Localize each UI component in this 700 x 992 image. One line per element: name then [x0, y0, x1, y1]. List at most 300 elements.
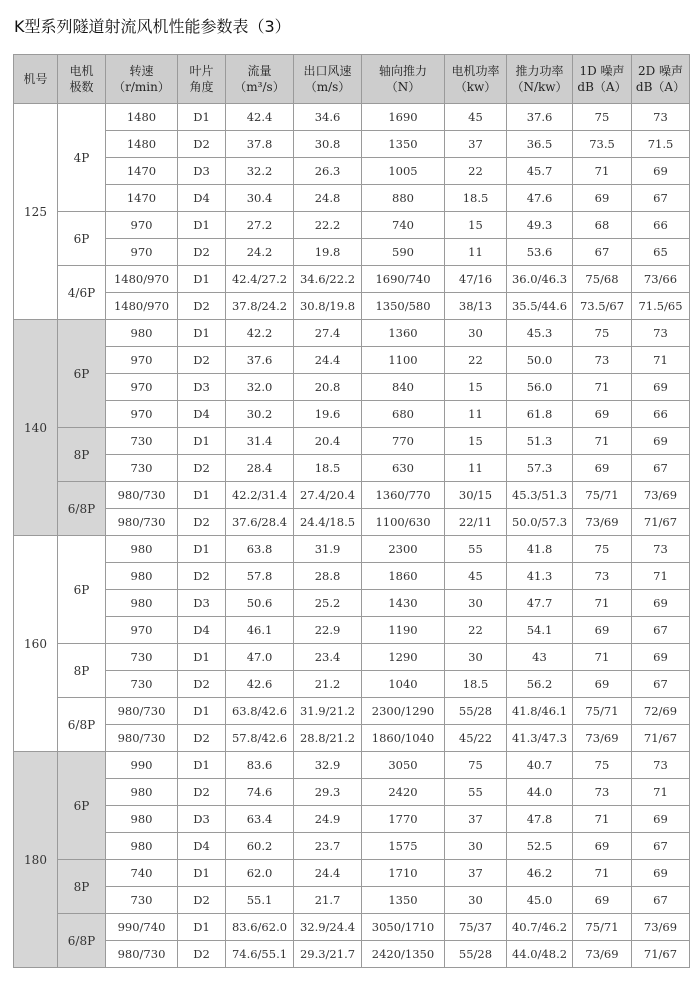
data-cell: 1040	[362, 671, 445, 698]
table-row	[14, 239, 690, 266]
data-cell: D3	[178, 806, 226, 833]
data-cell: 66	[632, 212, 690, 239]
column-header-line1: 机号	[23, 72, 48, 86]
motor-poles-cell: 6/8P	[58, 482, 106, 536]
data-cell: 73/69	[573, 509, 632, 536]
data-cell: 30	[445, 887, 507, 914]
data-cell: 71	[573, 590, 632, 617]
column-header-line1: 电机功率	[451, 64, 500, 78]
data-cell: D2	[178, 887, 226, 914]
data-cell: 980	[106, 590, 178, 617]
data-cell: 75	[573, 320, 632, 347]
data-cell: 30.4	[226, 185, 294, 212]
data-cell: 980	[106, 563, 178, 590]
data-cell: 31.9/21.2	[294, 698, 362, 725]
motor-poles-cell: 8P	[58, 644, 106, 698]
data-cell: 67	[632, 455, 690, 482]
data-cell: 71	[573, 158, 632, 185]
column-header-line2: （N）	[385, 80, 421, 94]
data-cell: 69	[573, 401, 632, 428]
data-cell: 1480/970	[106, 293, 178, 320]
data-cell: 42.2/31.4	[226, 482, 294, 509]
table-row	[14, 887, 690, 914]
data-cell: 69	[573, 671, 632, 698]
data-cell: D1	[178, 860, 226, 887]
table-row	[14, 482, 690, 509]
table-row	[14, 698, 690, 725]
data-cell: 67	[573, 239, 632, 266]
data-cell: 31.9	[294, 536, 362, 563]
data-cell: 29.3	[294, 779, 362, 806]
data-cell: 1480	[106, 104, 178, 131]
data-cell: 65	[632, 239, 690, 266]
data-cell: 75	[445, 752, 507, 779]
data-cell: 74.6	[226, 779, 294, 806]
table-row	[14, 644, 690, 671]
data-cell: 30/15	[445, 482, 507, 509]
data-cell: D4	[178, 401, 226, 428]
data-cell: 1860/1040	[362, 725, 445, 752]
data-cell: 42.4/27.2	[226, 266, 294, 293]
data-cell: D1	[178, 212, 226, 239]
data-cell: 24.4	[294, 347, 362, 374]
column-header-line2: 极数	[69, 80, 94, 94]
data-cell: 83.6/62.0	[226, 914, 294, 941]
table-row	[14, 833, 690, 860]
data-cell: 50.0/57.3	[507, 509, 573, 536]
data-cell: 37	[445, 860, 507, 887]
data-cell: 730	[106, 428, 178, 455]
data-cell: 71/67	[632, 725, 690, 752]
data-cell: 990	[106, 752, 178, 779]
data-cell: 45.0	[507, 887, 573, 914]
data-cell: 1480/970	[106, 266, 178, 293]
column-header-line2: dB（A）	[577, 80, 627, 94]
data-cell: 56.0	[507, 374, 573, 401]
machine-number-cell: 160	[14, 536, 58, 752]
table-row	[14, 212, 690, 239]
column-header	[445, 55, 507, 104]
data-cell: D1	[178, 482, 226, 509]
column-header	[226, 55, 294, 104]
data-cell: 45	[445, 104, 507, 131]
data-cell: 57.8/42.6	[226, 725, 294, 752]
data-cell: 19.8	[294, 239, 362, 266]
data-cell: D2	[178, 239, 226, 266]
table-row	[14, 563, 690, 590]
data-cell: D1	[178, 752, 226, 779]
data-cell: 32.9	[294, 752, 362, 779]
data-cell: 71/67	[632, 941, 690, 968]
data-cell: 44.0	[507, 779, 573, 806]
data-cell: 970	[106, 239, 178, 266]
table-row	[14, 806, 690, 833]
data-cell: 47.6	[507, 185, 573, 212]
data-cell: 970	[106, 212, 178, 239]
data-cell: 37.6/28.4	[226, 509, 294, 536]
data-cell: 69	[632, 374, 690, 401]
data-cell: 71	[573, 644, 632, 671]
machine-number-cell: 180	[14, 752, 58, 968]
table-row	[14, 158, 690, 185]
data-cell: 25.2	[294, 590, 362, 617]
data-cell: 73.5/67	[573, 293, 632, 320]
data-cell: 73/69	[573, 725, 632, 752]
data-cell: 57.8	[226, 563, 294, 590]
data-cell: 73	[573, 347, 632, 374]
data-cell: 37	[445, 131, 507, 158]
data-cell: 62.0	[226, 860, 294, 887]
data-cell: 69	[632, 590, 690, 617]
data-cell: D1	[178, 536, 226, 563]
table-row	[14, 374, 690, 401]
column-header	[294, 55, 362, 104]
data-cell: D3	[178, 590, 226, 617]
table-row	[14, 185, 690, 212]
data-cell: 74.6/55.1	[226, 941, 294, 968]
data-cell: 1290	[362, 644, 445, 671]
column-header	[573, 55, 632, 104]
data-cell: 71	[573, 860, 632, 887]
data-cell: 75	[573, 752, 632, 779]
data-cell: 980/730	[106, 509, 178, 536]
data-cell: 990/740	[106, 914, 178, 941]
data-cell: 45.3/51.3	[507, 482, 573, 509]
data-cell: 11	[445, 239, 507, 266]
data-cell: 37.8	[226, 131, 294, 158]
column-header	[14, 55, 58, 104]
column-header-line2: （kw）	[454, 80, 497, 94]
data-cell: D2	[178, 293, 226, 320]
data-cell: 1430	[362, 590, 445, 617]
motor-poles-cell: 6P	[58, 212, 106, 266]
data-cell: 2300	[362, 536, 445, 563]
data-cell: 22	[445, 617, 507, 644]
column-header-line1: 2D 噪声	[637, 64, 684, 78]
data-cell: 50.0	[507, 347, 573, 374]
data-cell: 980/730	[106, 725, 178, 752]
data-cell: 47.7	[507, 590, 573, 617]
motor-poles-cell: 6P	[58, 536, 106, 644]
table-row	[14, 941, 690, 968]
data-cell: 45/22	[445, 725, 507, 752]
data-cell: 75/71	[573, 482, 632, 509]
data-cell: 36.0/46.3	[507, 266, 573, 293]
data-cell: 54.1	[507, 617, 573, 644]
header-row	[14, 55, 690, 104]
data-cell: 47/16	[445, 266, 507, 293]
data-cell: 71	[632, 779, 690, 806]
performance-table	[13, 54, 690, 968]
data-cell: D3	[178, 374, 226, 401]
data-cell: 590	[362, 239, 445, 266]
table-row	[14, 725, 690, 752]
data-cell: 30.8	[294, 131, 362, 158]
column-header	[178, 55, 226, 104]
data-cell: 36.5	[507, 131, 573, 158]
data-cell: 32.0	[226, 374, 294, 401]
data-cell: 69	[573, 833, 632, 860]
data-cell: 71	[632, 347, 690, 374]
data-cell: 970	[106, 401, 178, 428]
data-cell: 22.9	[294, 617, 362, 644]
table-row	[14, 266, 690, 293]
data-cell: 45.3	[507, 320, 573, 347]
data-cell: 22	[445, 158, 507, 185]
data-cell: 51.3	[507, 428, 573, 455]
table-row	[14, 860, 690, 887]
data-cell: 840	[362, 374, 445, 401]
data-cell: 73	[632, 536, 690, 563]
data-cell: 15	[445, 212, 507, 239]
data-cell: 45.7	[507, 158, 573, 185]
data-cell: 37.8/24.2	[226, 293, 294, 320]
table-row	[14, 320, 690, 347]
table-row	[14, 455, 690, 482]
data-cell: 73/69	[632, 914, 690, 941]
data-cell: 67	[632, 671, 690, 698]
table-row	[14, 914, 690, 941]
data-cell: 22/11	[445, 509, 507, 536]
column-header	[632, 55, 690, 104]
machine-number-cell: 125	[14, 104, 58, 320]
motor-poles-cell: 8P	[58, 428, 106, 482]
data-cell: 1480	[106, 131, 178, 158]
data-cell: 34.6/22.2	[294, 266, 362, 293]
data-cell: 1360/770	[362, 482, 445, 509]
data-cell: 980	[106, 806, 178, 833]
data-cell: 18.5	[294, 455, 362, 482]
data-cell: 69	[573, 455, 632, 482]
column-header	[507, 55, 573, 104]
data-cell: 71/67	[632, 509, 690, 536]
data-cell: 28.8/21.2	[294, 725, 362, 752]
data-cell: 24.2	[226, 239, 294, 266]
data-cell: 24.8	[294, 185, 362, 212]
data-cell: 53.6	[507, 239, 573, 266]
motor-poles-cell: 4/6P	[58, 266, 106, 320]
data-cell: 21.2	[294, 671, 362, 698]
data-cell: 42.4	[226, 104, 294, 131]
data-cell: 970	[106, 347, 178, 374]
column-header-line1: 1D 噪声	[579, 64, 625, 78]
data-cell: 1860	[362, 563, 445, 590]
data-cell: 1350	[362, 131, 445, 158]
data-cell: D4	[178, 833, 226, 860]
data-cell: 37.6	[507, 104, 573, 131]
data-cell: 56.2	[507, 671, 573, 698]
data-cell: 3050/1710	[362, 914, 445, 941]
data-cell: 75/71	[573, 914, 632, 941]
motor-poles-cell: 8P	[58, 860, 106, 914]
data-cell: 32.2	[226, 158, 294, 185]
data-cell: 41.8/46.1	[507, 698, 573, 725]
data-cell: 20.4	[294, 428, 362, 455]
data-cell: 75/37	[445, 914, 507, 941]
data-cell: 27.4/20.4	[294, 482, 362, 509]
data-cell: 46.2	[507, 860, 573, 887]
data-cell: 1470	[106, 185, 178, 212]
data-cell: 980	[106, 833, 178, 860]
data-cell: 27.2	[226, 212, 294, 239]
data-cell: 1190	[362, 617, 445, 644]
data-cell: 71	[573, 374, 632, 401]
data-cell: 730	[106, 887, 178, 914]
data-cell: 680	[362, 401, 445, 428]
data-cell: 37	[445, 806, 507, 833]
data-cell: D2	[178, 509, 226, 536]
data-cell: 2300/1290	[362, 698, 445, 725]
column-header-line1: 推力功率	[515, 64, 564, 78]
data-cell: 73	[632, 320, 690, 347]
table-row	[14, 617, 690, 644]
data-cell: 63.4	[226, 806, 294, 833]
column-header	[106, 55, 178, 104]
table-row	[14, 536, 690, 563]
data-cell: 730	[106, 671, 178, 698]
motor-poles-cell: 6P	[58, 320, 106, 428]
data-cell: D2	[178, 347, 226, 374]
data-cell: 980	[106, 536, 178, 563]
data-cell: 73/69	[573, 941, 632, 968]
table-row	[14, 401, 690, 428]
data-cell: 69	[632, 860, 690, 887]
data-cell: 30	[445, 833, 507, 860]
data-cell: 50.6	[226, 590, 294, 617]
data-cell: 69	[632, 158, 690, 185]
data-cell: 57.3	[507, 455, 573, 482]
data-cell: 18.5	[445, 185, 507, 212]
data-cell: 30	[445, 590, 507, 617]
data-cell: 1690/740	[362, 266, 445, 293]
data-cell: 730	[106, 644, 178, 671]
data-cell: 69	[632, 428, 690, 455]
data-cell: 24.4	[294, 860, 362, 887]
data-cell: 69	[573, 887, 632, 914]
data-cell: D2	[178, 779, 226, 806]
data-cell: 630	[362, 455, 445, 482]
data-cell: 63.8/42.6	[226, 698, 294, 725]
data-cell: 26.3	[294, 158, 362, 185]
data-cell: 740	[362, 212, 445, 239]
motor-poles-cell: 6/8P	[58, 698, 106, 752]
data-cell: 40.7/46.2	[507, 914, 573, 941]
data-cell: 15	[445, 374, 507, 401]
data-cell: 11	[445, 455, 507, 482]
data-cell: 970	[106, 374, 178, 401]
data-cell: 83.6	[226, 752, 294, 779]
data-cell: 47.8	[507, 806, 573, 833]
data-cell: 15	[445, 428, 507, 455]
data-cell: 55/28	[445, 698, 507, 725]
data-cell: D4	[178, 617, 226, 644]
data-cell: 18.5	[445, 671, 507, 698]
data-cell: 40.7	[507, 752, 573, 779]
data-cell: 980/730	[106, 941, 178, 968]
data-cell: 69	[573, 185, 632, 212]
data-cell: 41.3	[507, 563, 573, 590]
data-cell: 75/71	[573, 698, 632, 725]
column-header-line1: 流量	[247, 64, 272, 78]
data-cell: 1100	[362, 347, 445, 374]
data-cell: 73/69	[632, 482, 690, 509]
data-cell: 20.8	[294, 374, 362, 401]
data-cell: 52.5	[507, 833, 573, 860]
data-cell: D1	[178, 266, 226, 293]
column-header	[362, 55, 445, 104]
data-cell: 55	[445, 536, 507, 563]
data-cell: 1360	[362, 320, 445, 347]
data-cell: 45	[445, 563, 507, 590]
data-cell: 30.2	[226, 401, 294, 428]
data-cell: 38/13	[445, 293, 507, 320]
data-cell: D2	[178, 671, 226, 698]
data-cell: D2	[178, 563, 226, 590]
data-cell: 71	[573, 806, 632, 833]
data-cell: 27.4	[294, 320, 362, 347]
data-cell: 42.6	[226, 671, 294, 698]
data-cell: 69	[632, 644, 690, 671]
data-cell: 35.5/44.6	[507, 293, 573, 320]
data-cell: D1	[178, 104, 226, 131]
data-cell: 49.3	[507, 212, 573, 239]
data-cell: 75	[573, 536, 632, 563]
data-cell: 73	[632, 752, 690, 779]
data-cell: 69	[573, 617, 632, 644]
data-cell: 46.1	[226, 617, 294, 644]
table-row	[14, 509, 690, 536]
data-cell: D1	[178, 914, 226, 941]
motor-poles-cell: 6/8P	[58, 914, 106, 968]
column-header-line2: （m/s）	[304, 80, 351, 94]
data-cell: 67	[632, 617, 690, 644]
data-cell: 47.0	[226, 644, 294, 671]
table-row	[14, 293, 690, 320]
data-cell: 1575	[362, 833, 445, 860]
data-cell: 980/730	[106, 482, 178, 509]
data-cell: 30	[445, 644, 507, 671]
data-cell: 73	[573, 563, 632, 590]
data-cell: 11	[445, 401, 507, 428]
data-cell: 71	[632, 563, 690, 590]
data-cell: 980	[106, 320, 178, 347]
data-cell: 28.8	[294, 563, 362, 590]
data-cell: 73	[632, 104, 690, 131]
data-cell: 23.7	[294, 833, 362, 860]
data-cell: D3	[178, 158, 226, 185]
data-cell: 71	[573, 428, 632, 455]
data-cell: 34.6	[294, 104, 362, 131]
data-cell: D1	[178, 644, 226, 671]
machine-number-cell: 140	[14, 320, 58, 536]
data-cell: 740	[106, 860, 178, 887]
motor-poles-cell: 4P	[58, 104, 106, 212]
data-cell: 37.6	[226, 347, 294, 374]
data-cell: 66	[632, 401, 690, 428]
data-cell: 67	[632, 887, 690, 914]
data-cell: 55	[445, 779, 507, 806]
table-row	[14, 428, 690, 455]
data-cell: 44.0/48.2	[507, 941, 573, 968]
data-cell: 980/730	[106, 698, 178, 725]
data-cell: 61.8	[507, 401, 573, 428]
column-header-line1: 叶片	[189, 64, 214, 78]
data-cell: 970	[106, 617, 178, 644]
data-cell: D4	[178, 185, 226, 212]
table-row	[14, 347, 690, 374]
data-cell: 68	[573, 212, 632, 239]
data-cell: 60.2	[226, 833, 294, 860]
